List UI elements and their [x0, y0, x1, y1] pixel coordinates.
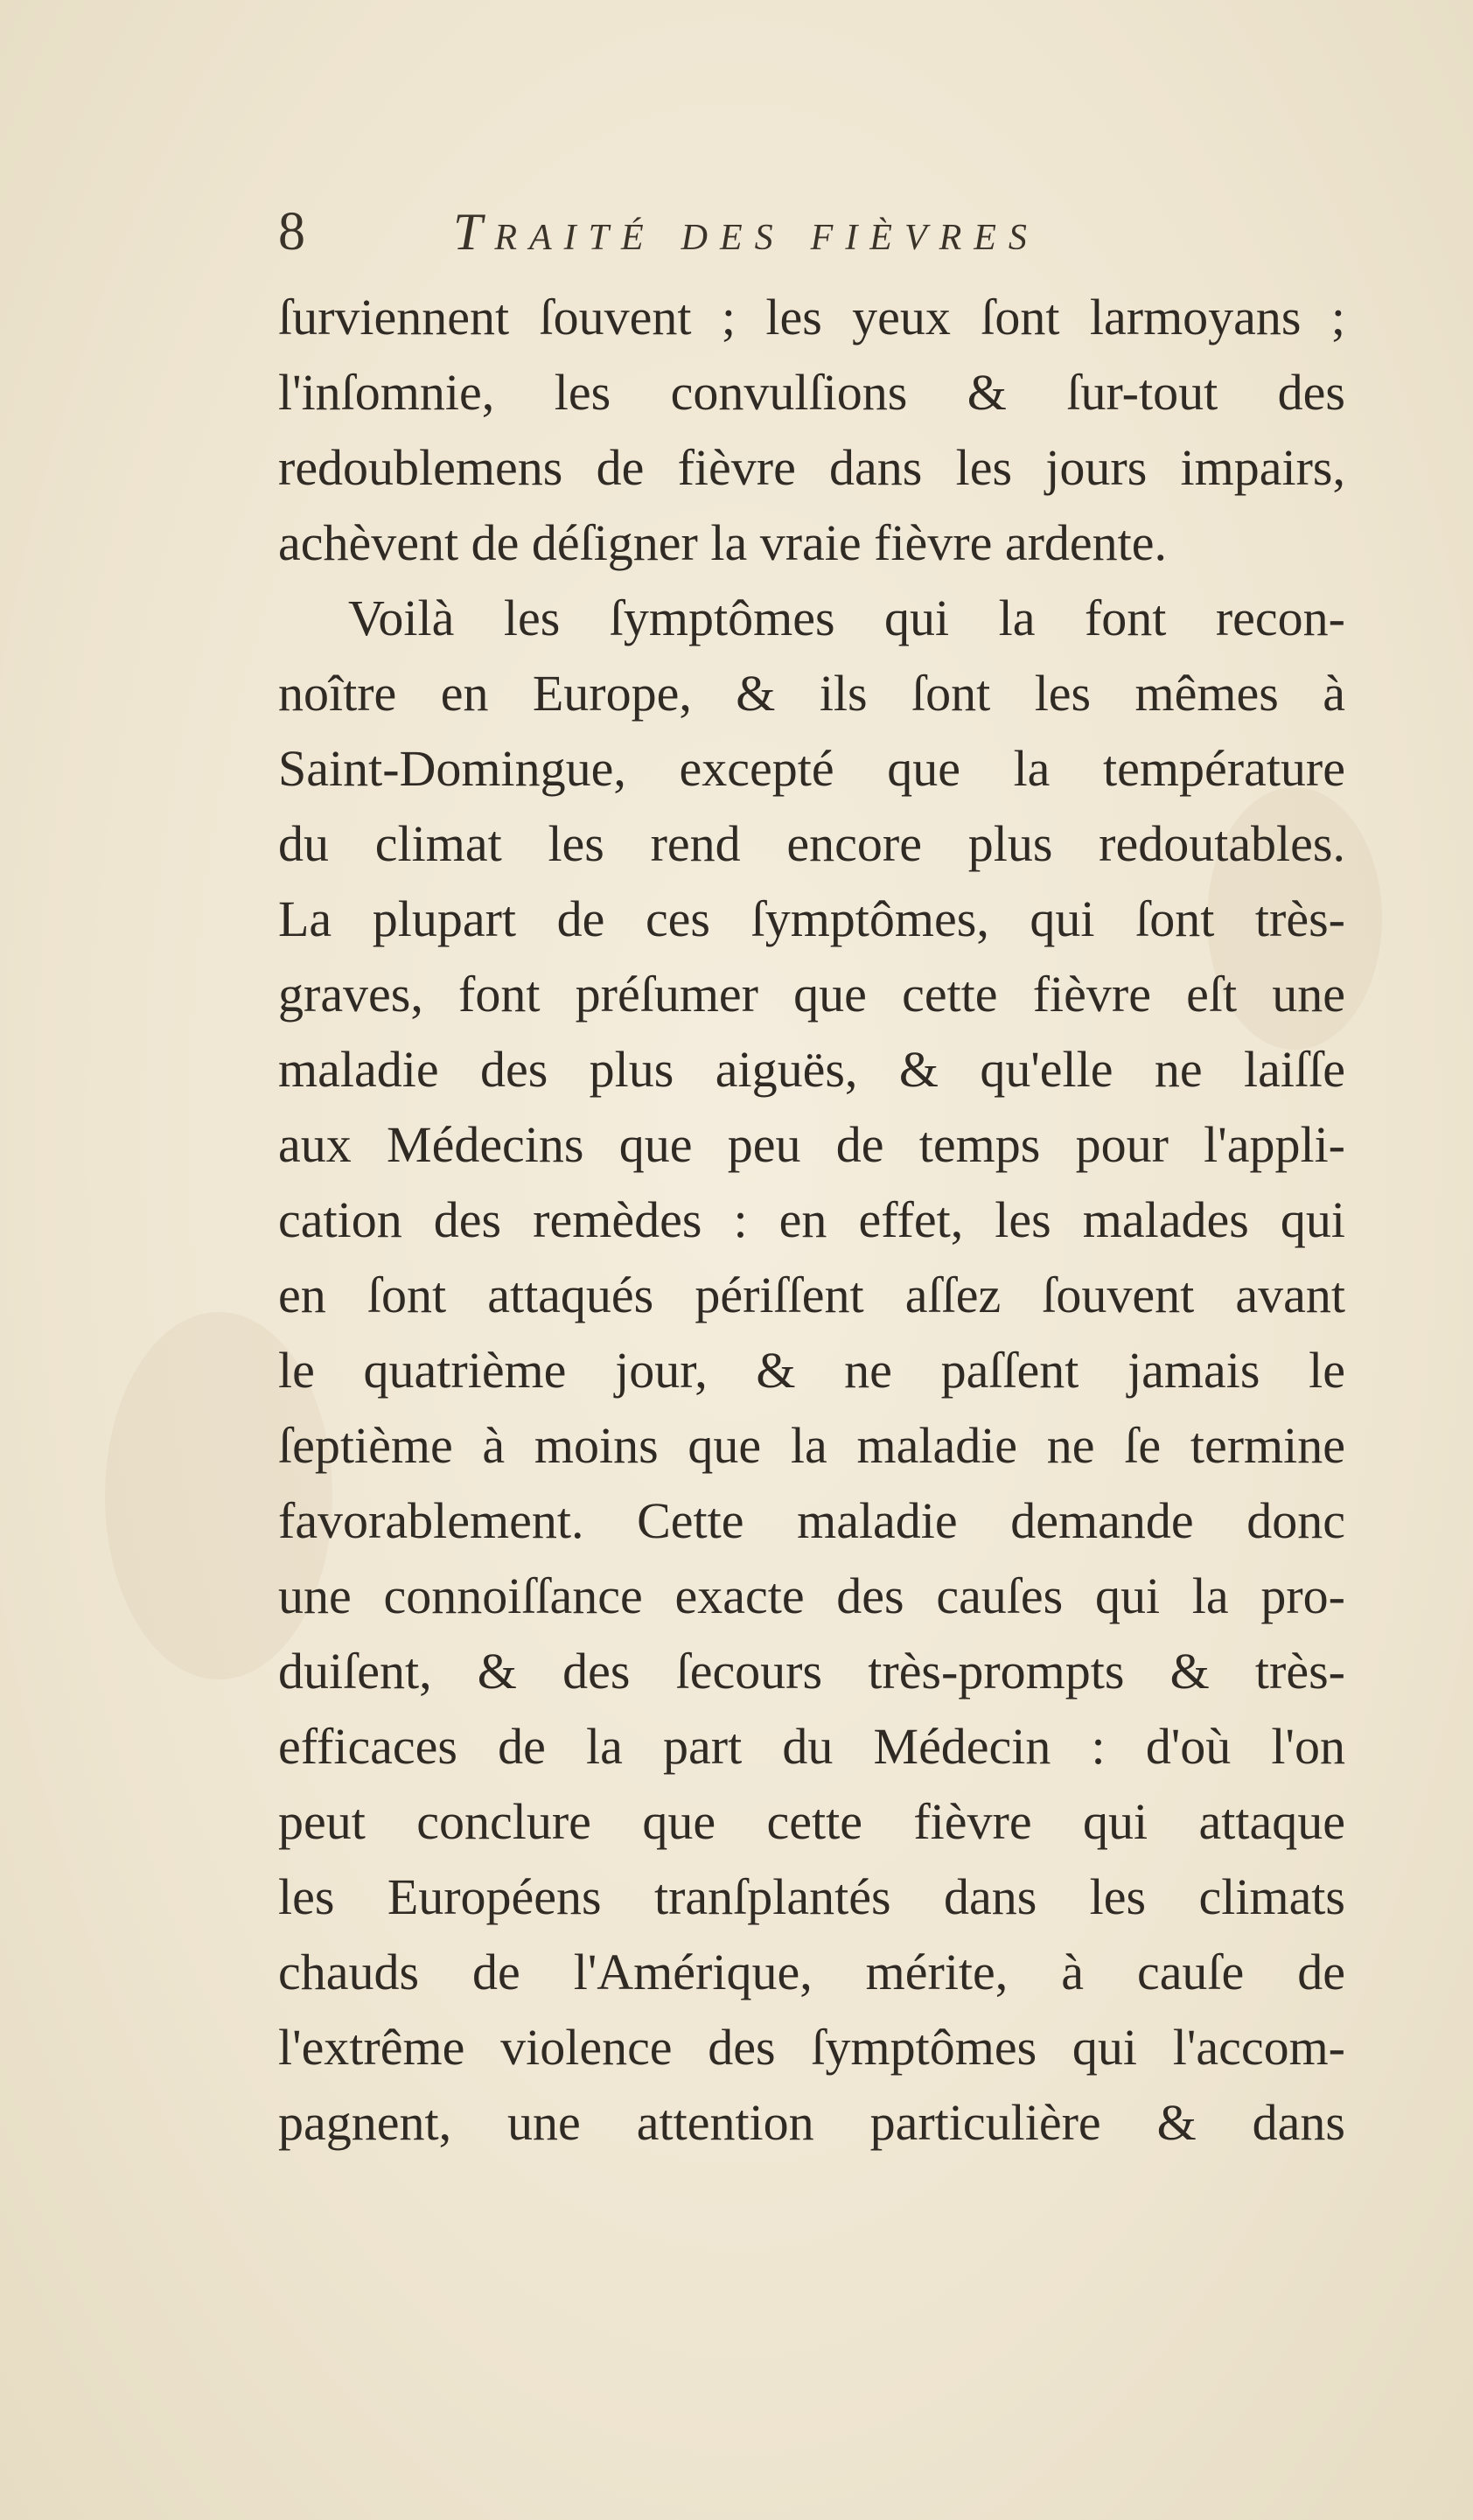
page-number: 8: [278, 202, 305, 262]
text-line: maladie des plus aiguës, & qu'elle ne laiſſe: [278, 1041, 1345, 1098]
text-line: redoublemens de fièvre dans les jours impairs,: [278, 439, 1345, 496]
text-line: aux Médecins que peu de temps pour l'appli-: [278, 1116, 1345, 1173]
text-line: noître en Europe, & ils ſont les mêmes à: [278, 665, 1345, 722]
text-line: Voilà les ſymptômes qui la font recon-: [348, 590, 1345, 646]
text-line: le quatrième jour, & ne paſſent jamais le: [278, 1342, 1345, 1399]
text-line: duiſent, & des ſecours très-prompts & très-: [278, 1643, 1345, 1700]
text-line: peut conclure que cette fièvre qui attaque: [278, 1793, 1345, 1850]
text-line: les Européens tranſplantés dans les climats: [278, 1868, 1345, 1925]
text-line: achèvent de déſigner la vraie fièvre ardente.: [278, 514, 1168, 571]
text-line: chauds de l'Amérique, mérite, à cauſe de: [278, 1944, 1345, 2000]
text-line: ſeptième à moins que la maladie ne ſe termine: [278, 1417, 1345, 1474]
text-line: en ſont attaqués périſſent aſſez ſouvent avant: [278, 1267, 1345, 1323]
text-line: une connoiſſance exacte des cauſes qui la pro-: [278, 1567, 1345, 1624]
text-line: pagnent, une attention particulière & dans: [278, 2094, 1345, 2151]
body-text: [278, 280, 1345, 2160]
text-line: ſurviennent ſouvent ; les yeux ſont larmoyans ;: [278, 289, 1345, 346]
text-line: Saint-Domingue, excepté que la température: [278, 740, 1345, 797]
page-header: [278, 194, 1188, 269]
text-line: favorablement. Cette maladie demande donc: [278, 1492, 1345, 1549]
text-line: du climat les rend encore plus redoutables.: [278, 815, 1345, 872]
text-line: l'inſomnie, les convulſions & ſur-tout des: [278, 364, 1345, 421]
running-title: Traité des fièvres: [453, 203, 1039, 261]
text-line: cation des remèdes : en effet, les malades qui: [278, 1191, 1345, 1248]
text-line: l'extrême violence des ſymptômes qui l'accom-: [278, 2019, 1345, 2076]
text-line: La plupart de ces ſymptômes, qui ſont très-: [278, 890, 1345, 947]
text-line: efficaces de la part du Médecin : d'où l'on: [278, 1718, 1345, 1775]
text-line: graves, font préſumer que cette fièvre eſt une: [278, 966, 1345, 1023]
